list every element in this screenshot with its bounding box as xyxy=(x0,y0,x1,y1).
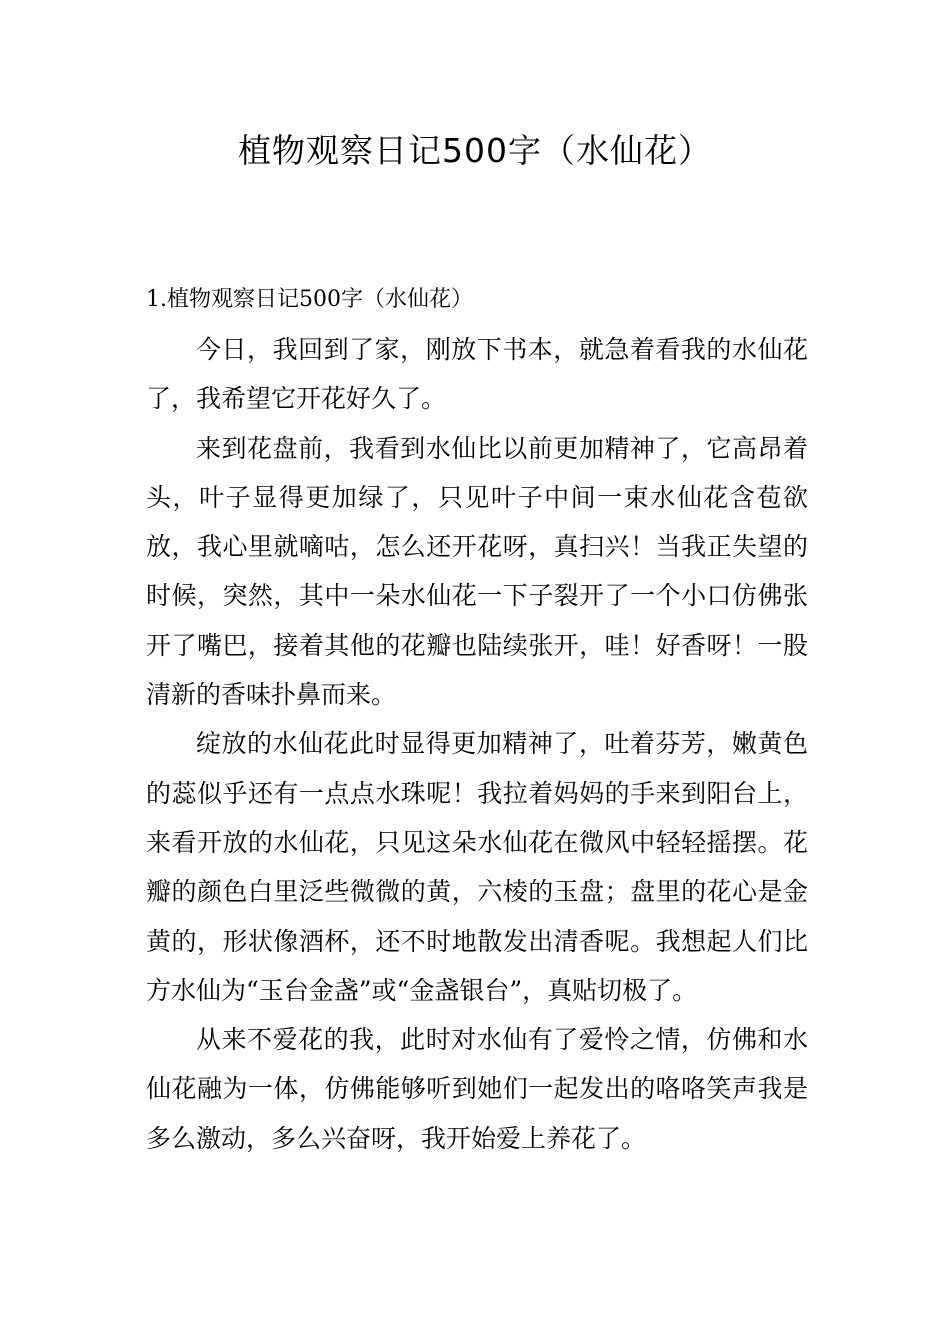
paragraph: 从来不爱花的我，此时对水仙有了爱怜之情，仿佛和水仙花融为一体，仿佛能够听到她们一起发出的咯咯笑声我是多么激动，多么兴奋呀，我开始爱上养花了。 xyxy=(146,1025,808,1153)
paragraph: 来到花盘前，我看到水仙比以前更加精神了，它高昂着头，叶子显得更加绿了，只见叶子中间一束水仙花含苞欲放，我心里就嘀咕，怎么还开花呀，真扫兴！当我正失望的时候，突然，其中一朵水仙花一下子裂开了一个小口仿佛张开了嘴巴，接着其他的花瓣也陆续张开，哇！好香呀！一股清新的香味扑鼻而来。 xyxy=(146,433,808,710)
section-heading: 1.植物观察日记500字（水仙花） xyxy=(146,287,473,312)
document-title: 植物观察日记500字（水仙花） xyxy=(238,131,712,170)
document-body xyxy=(146,325,808,1163)
paragraph: 今日，我回到了家，刚放下书本，就急着看我的水仙花了，我希望它开花好久了。 xyxy=(146,335,808,414)
paragraph: 绽放的水仙花此时显得更加精神了，吐着芬芳，嫩黄色的蕊似乎还有一点点水珠呢！我拉着妈妈的手来到阳台上，来看开放的水仙花，只见这朵水仙花在微风中轻轻摇摆。花瓣的颜色白里泛些微微的黄，六棱的玉盘；盘里的花心是金黄的，形状像酒杯，还不时地散发出清香呢。我想起人们比方水仙为“玉台金盏”或“金盏银台”，真贴切极了。 xyxy=(146,729,808,1005)
